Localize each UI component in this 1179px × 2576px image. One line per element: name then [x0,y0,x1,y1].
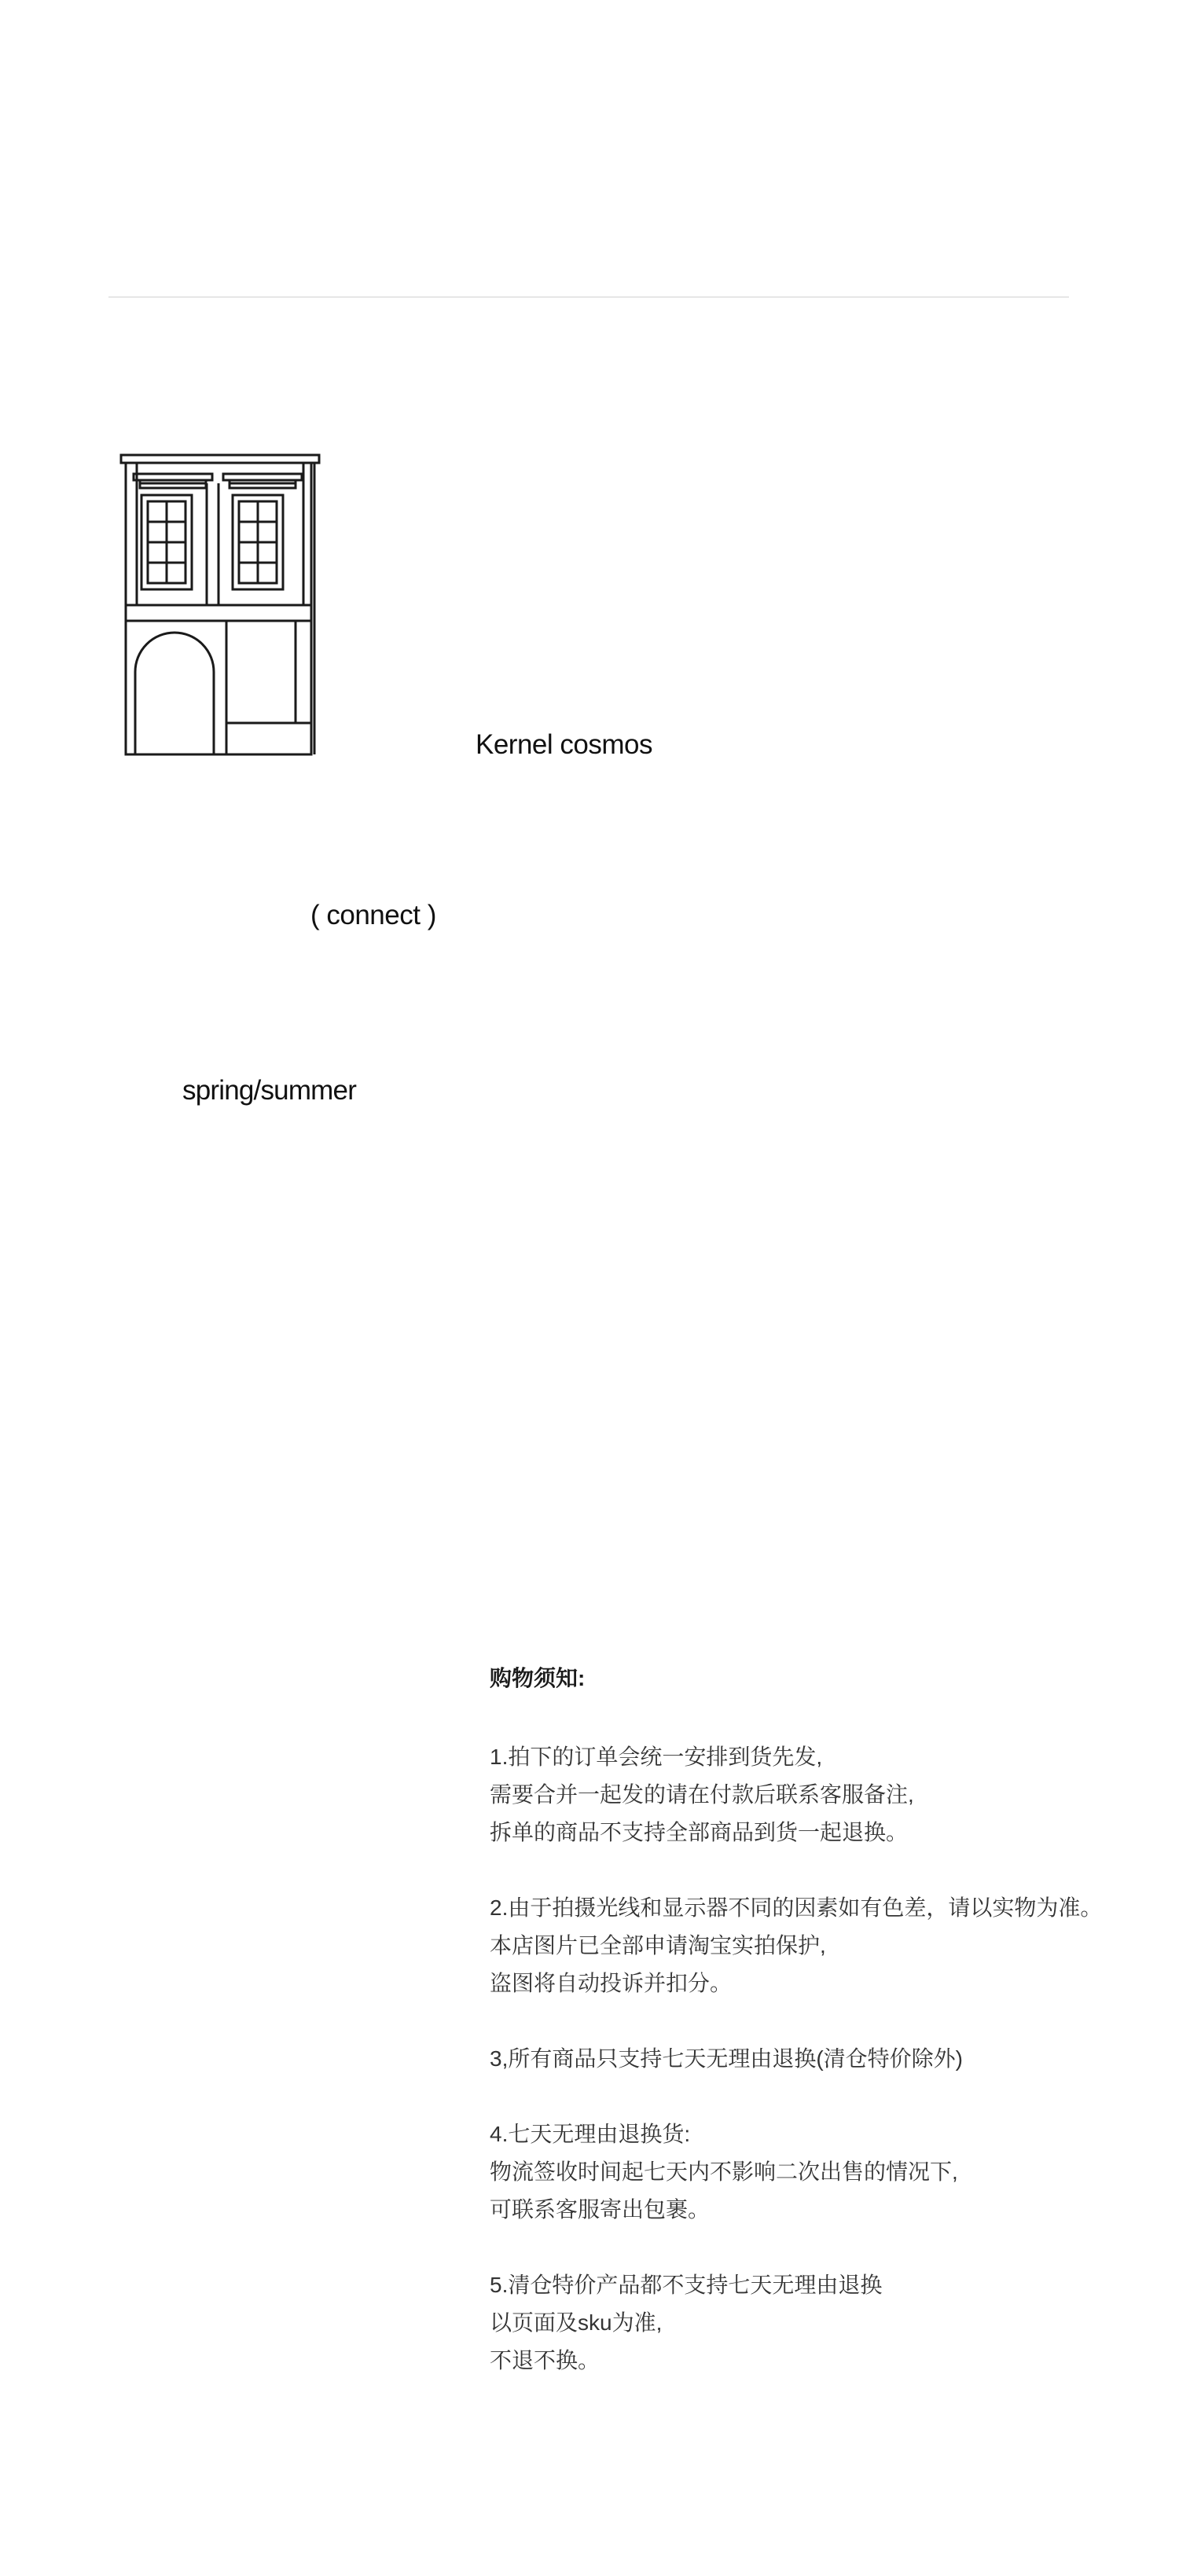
notice-line: 本店图片已全部申请淘宝实拍保护, [490,1933,826,1958]
notice-line: 需要合并一起发的请在付款后联系客服备注, [490,1782,914,1807]
notice-item [490,2040,1166,2078]
connect-label: ( connect ) [310,900,436,930]
notice-line: 盗图将自动投诉并扣分。 [490,1971,733,1995]
notice-item [490,2266,1166,2380]
notice-line: 拆单的商品不支持全部商品到货一起退换。 [490,1820,909,1844]
notice-item [490,2115,1166,2229]
notice-line: 5.清仓特价产品都不支持七天无理由退换 [490,2273,883,2297]
notice-item [490,1738,1166,1851]
header-divider [108,296,1069,298]
notice-line: 1.拍下的订单会统一安排到货先发, [490,1745,823,1769]
notice-line: 以页面及sku为准, [490,2310,663,2335]
notice-item [490,1889,1166,2002]
notice-line: 3,所有商品只支持七天无理由退换(清仓特价除外) [490,2046,964,2071]
notice-line: 不退不换。 [490,2348,601,2372]
shopping-notice [490,1660,1166,2417]
notice-line: 2.由于拍摄光线和显示器不同的因素如有色差，请以实物为准。 [490,1895,1103,1920]
notice-line: 4.七天无理由退换货: [490,2122,691,2146]
notice-title: 购物须知: [490,1666,586,1690]
notice-line: 物流签收时间起七天内不影响二次出售的情况下, [490,2160,958,2184]
season-label: spring/summer [182,1075,357,1106]
brand-name: Kernel cosmos [476,729,652,760]
notice-line: 可联系客服寄出包裹。 [490,2197,711,2222]
storefront-building-icon [118,452,322,762]
